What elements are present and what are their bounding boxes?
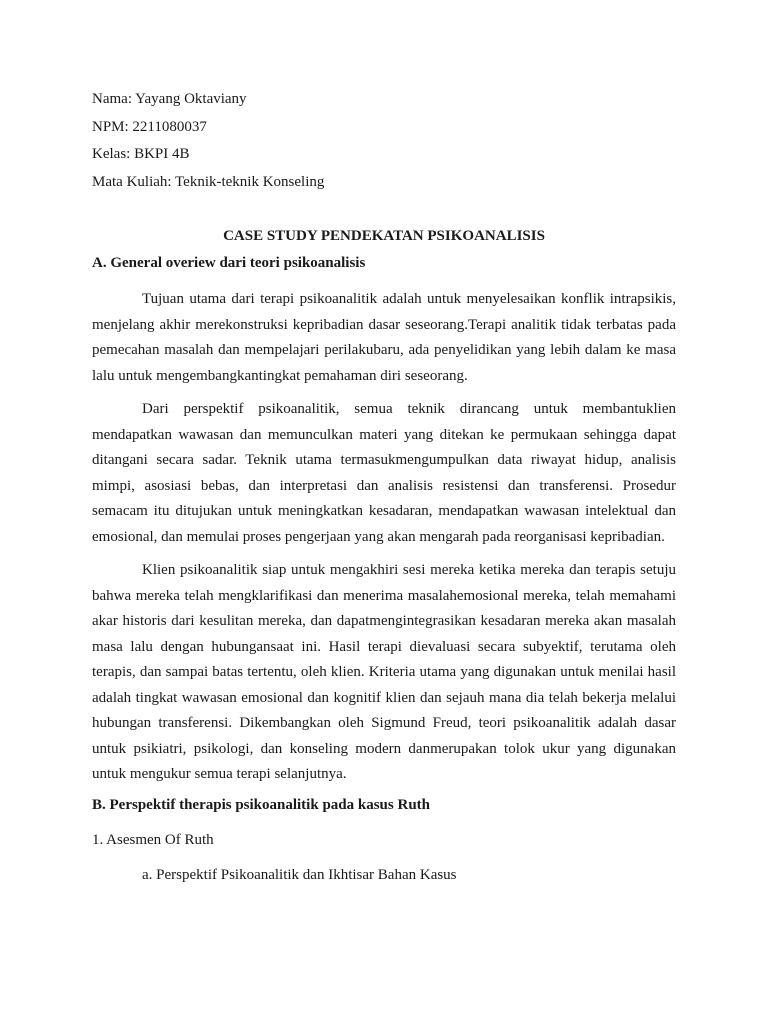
section-a-heading: A. General overiew dari teori psikoanalisis (92, 255, 366, 271)
subsection-a-heading: a. Perspektif Psikoanalitik dan Ikhtisar Bahan Kasus (142, 867, 457, 883)
paragraph-2: Dari perspektif psikoanalitik, semua teknik dirancang untuk membantuklien mendapatkan wawasan dan memunculkan materi yang ditekan ke permukaan sehingga dapat ditangani secara sadar. Teknik utama termasukmengumpulkan data riwayat hidup, analisis mimpi, asosiasi bebas, dan interpretasi dan analisis resistensi dan transferensi. Prosedur semacam itu ditujukan untuk meningkatkan kesadaran, mendapatkan wawasan intelektual dan emosional, dan memulai proses pengerjaan yang akan mengarah pada reorganisasi kepribadian. (92, 401, 676, 545)
course-name: Mata Kuliah: Teknik-teknik Konseling (92, 173, 325, 190)
student-info (92, 86, 692, 196)
student-class: Kelas: BKPI 4B (92, 146, 190, 162)
section-b-heading: B. Perspektif therapis psikoanalitik pada kasus Ruth (92, 797, 430, 813)
student-npm: NPM: 2211080037 (92, 118, 207, 135)
paragraph-3: Klien psikoanalitik siap untuk mengakhiri sesi mereka ketika mereka dan terapis setuju bahwa mereka telah mengklarifikasi dan menerima masalahemosional mereka, telah memahami akar historis dari kesulitan mereka, dan dapatmengintegrasikan kesadaran mereka akan masalah masa lalu dengan hubungansaat ini. Hasil terapi dievaluasi secara subyektif, terutama oleh terapis, dan sampai batas tertentu, oleh klien. Kriteria utama yang digunakan untuk menilai hasil adalah tingkat wawasan emosional dan kognitif klien dan sejauh mana dia telah bekerja melalui hubungan transferensi. Dikembangkan oleh Sigmund Freud, teori psikoanalitik adalah dasar untuk psikiatri, psikologi, dan konseling modern danmerupakan tolok ukur yang digunakan untuk mengukur semua terapi selanjutnya. (92, 562, 676, 782)
student-name: Nama: Yayang Oktaviany (92, 91, 247, 107)
paragraph-1: Tujuan utama dari terapi psikoanalitik adalah untuk menyelesaikan konflik intrapsikis, menjelang akhir merekonstruksi kepribadian dasar seseorang.Terapi analitik tidak terbatas pada pemecahan masalah dan mempelajari perilakubaru, ada penyelidikan yang lebih dalam ke masa lalu untuk mengembangkantingkat pemahaman diri seseorang. (92, 291, 676, 384)
subsection-1-heading: 1. Asesmen Of Ruth (92, 832, 214, 848)
document-title: CASE STUDY PENDEKATAN PSIKOANALISIS (223, 228, 545, 244)
